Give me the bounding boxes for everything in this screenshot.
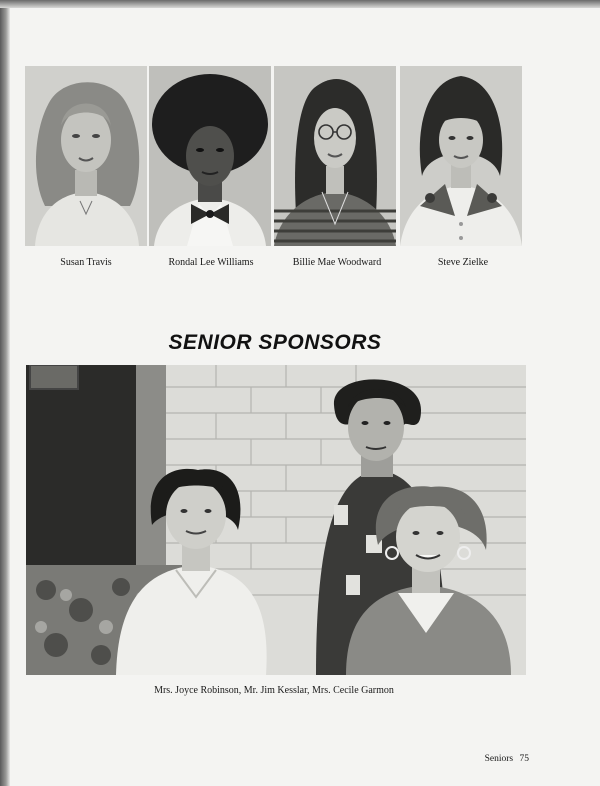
- portrait-photo-2: [149, 66, 271, 246]
- group-photo-caption: Mrs. Joyce Robinson, Mr. Jim Kesslar, Mrs. Cecile Garmon: [154, 685, 394, 696]
- portrait-caption-1: Susan Travis: [60, 257, 112, 268]
- senior-portrait-row: [25, 66, 525, 246]
- portrait-photo-1: [25, 66, 147, 246]
- portrait-photo-3: [274, 66, 396, 246]
- page-number: 75: [519, 754, 529, 764]
- portrait-caption-3: Billie Mae Woodward: [292, 257, 382, 268]
- page-footer: [485, 754, 529, 764]
- page-binding-shadow: [0, 0, 10, 786]
- page-top-edge: [0, 0, 600, 8]
- section-heading: SENIOR SPONSORS: [168, 331, 382, 354]
- footer-section-label: Seniors: [484, 754, 514, 764]
- portrait-caption-2: Rondal Lee Williams: [168, 257, 254, 268]
- portrait-photo-4: [400, 66, 522, 246]
- portrait-caption-4: Steve Zielke: [437, 257, 489, 268]
- sponsors-group-photo: [26, 365, 526, 675]
